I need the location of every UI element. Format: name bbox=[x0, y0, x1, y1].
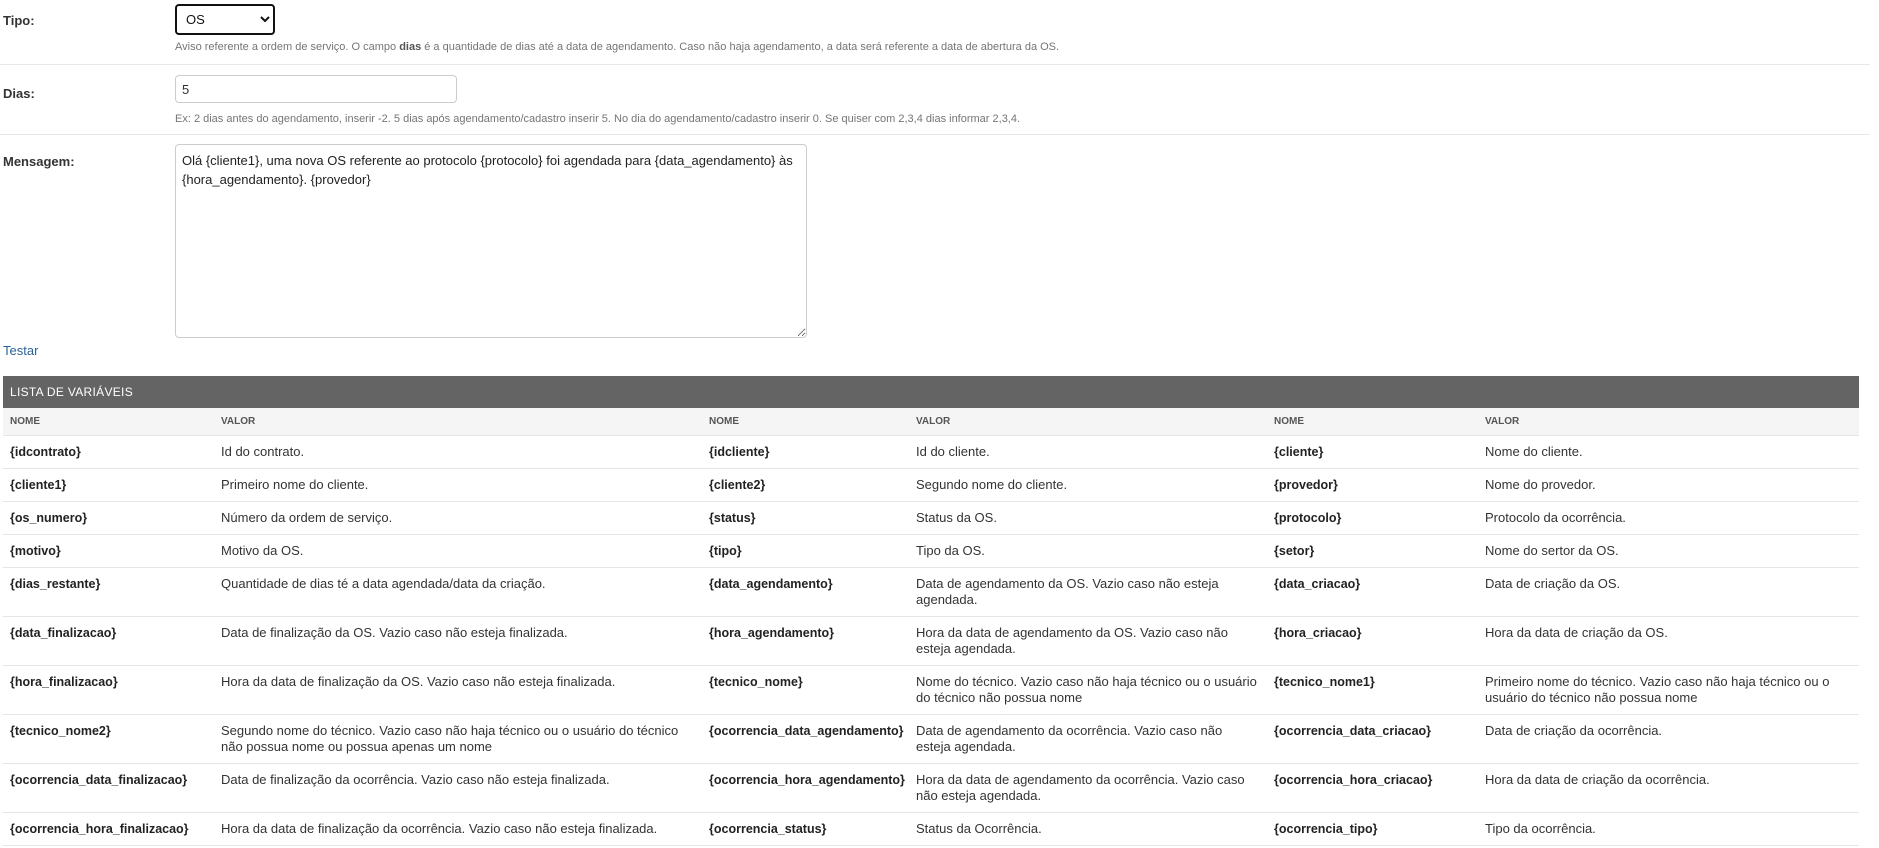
variable-name-cell: {setor} bbox=[1267, 535, 1478, 568]
variable-name-cell: {ocorrencia_hora_finalizacao} bbox=[3, 813, 214, 846]
col-header-valor: VALOR bbox=[214, 408, 702, 436]
variable-value-cell: Tipo da ocorrência. bbox=[1478, 813, 1859, 846]
variable-value-cell: Tipo da OS. bbox=[909, 535, 1267, 568]
variable-value-cell: Nome do sertor da OS. bbox=[1478, 535, 1859, 568]
variable-name-cell: {hora_criacao} bbox=[1267, 617, 1478, 666]
variable-name-cell: {idcliente} bbox=[702, 436, 909, 469]
variable-value-cell: Segundo nome do técnico. Vazio caso não haja técnico ou o usuário do técnico não possua nome ou possua apenas um nome bbox=[214, 715, 702, 764]
variables-table bbox=[3, 408, 1859, 846]
variable-name-cell: {hora_finalizacao} bbox=[3, 666, 214, 715]
variable-value-cell: Protocolo da ocorrência. bbox=[1478, 502, 1859, 535]
variable-name-cell: {ocorrencia_data_criacao} bbox=[1267, 715, 1478, 764]
table-row bbox=[3, 617, 1859, 666]
variable-name-cell: {idcontrato} bbox=[3, 436, 214, 469]
col-header-nome: NOME bbox=[702, 408, 909, 436]
testar-link[interactable]: Testar bbox=[3, 343, 39, 358]
variable-name-cell: {data_agendamento} bbox=[702, 568, 909, 617]
variables-body bbox=[3, 436, 1859, 846]
variable-name-cell: {tecnico_nome1} bbox=[1267, 666, 1478, 715]
variable-name-cell: {cliente1} bbox=[3, 469, 214, 502]
variable-value-cell: Segundo nome do cliente. bbox=[909, 469, 1267, 502]
variable-value-cell: Data de finalização da ocorrência. Vazio caso não esteja finalizada. bbox=[214, 764, 702, 813]
col-header-nome: NOME bbox=[1267, 408, 1478, 436]
table-row bbox=[3, 535, 1859, 568]
variable-name-cell: {ocorrencia_hora_agendamento} bbox=[702, 764, 909, 813]
variables-header-row bbox=[3, 408, 1859, 436]
variable-value-cell: Status da OS. bbox=[909, 502, 1267, 535]
variables-title: LISTA DE VARIÁVEIS bbox=[3, 376, 1859, 408]
variable-value-cell: Id do cliente. bbox=[909, 436, 1267, 469]
variable-name-cell: {hora_agendamento} bbox=[702, 617, 909, 666]
tipo-help-suffix: é a quantidade de dias até a data de agendamento. Caso não haja agendamento, a data será referente a data de abertura da OS. bbox=[421, 41, 1060, 53]
variable-value-cell: Hora da data de agendamento da ocorrência. Vazio caso não esteja agendada. bbox=[909, 764, 1267, 813]
variable-value-cell: Nome do provedor. bbox=[1478, 469, 1859, 502]
tipo-help-bold: dias bbox=[399, 41, 422, 53]
table-row bbox=[3, 568, 1859, 617]
variable-name-cell: {ocorrencia_hora_criacao} bbox=[1267, 764, 1478, 813]
variable-name-cell: {os_numero} bbox=[3, 502, 214, 535]
tipo-help-text bbox=[175, 41, 1059, 53]
table-row bbox=[3, 813, 1859, 846]
tipo-row bbox=[0, 0, 1870, 65]
variable-name-cell: {tecnico_nome} bbox=[702, 666, 909, 715]
dias-label: Dias: bbox=[3, 86, 35, 101]
variable-value-cell: Data de agendamento da ocorrência. Vazio caso não esteja agendada. bbox=[909, 715, 1267, 764]
variable-name-cell: {motivo} bbox=[3, 535, 214, 568]
variable-value-cell: Motivo da OS. bbox=[214, 535, 702, 568]
variable-name-cell: {protocolo} bbox=[1267, 502, 1478, 535]
variable-value-cell: Id do contrato. bbox=[214, 436, 702, 469]
variable-name-cell: {provedor} bbox=[1267, 469, 1478, 502]
variable-name-cell: {cliente} bbox=[1267, 436, 1478, 469]
variable-name-cell: {ocorrencia_status} bbox=[702, 813, 909, 846]
variable-name-cell: {data_criacao} bbox=[1267, 568, 1478, 617]
tipo-select[interactable] bbox=[175, 4, 275, 35]
variable-name-cell: {data_finalizacao} bbox=[3, 617, 214, 666]
variable-value-cell: Primeiro nome do cliente. bbox=[214, 469, 702, 502]
variable-value-cell: Status da Ocorrência. bbox=[909, 813, 1267, 846]
table-row bbox=[3, 502, 1859, 535]
variable-value-cell: Hora da data de finalização da ocorrência. Vazio caso não esteja finalizada. bbox=[214, 813, 702, 846]
mensagem-label: Mensagem: bbox=[3, 154, 75, 169]
mensagem-textarea[interactable] bbox=[175, 144, 807, 338]
variable-value-cell: Hora da data de criação da ocorrência. bbox=[1478, 764, 1859, 813]
col-header-nome: NOME bbox=[3, 408, 214, 436]
col-header-valor: VALOR bbox=[909, 408, 1267, 436]
table-row bbox=[3, 436, 1859, 469]
dias-input[interactable] bbox=[175, 75, 457, 103]
variable-name-cell: {status} bbox=[702, 502, 909, 535]
table-row bbox=[3, 764, 1859, 813]
variable-name-cell: {tecnico_nome2} bbox=[3, 715, 214, 764]
variable-value-cell: Nome do cliente. bbox=[1478, 436, 1859, 469]
variable-name-cell: {ocorrencia_data_agendamento} bbox=[702, 715, 909, 764]
dias-help-text: Ex: 2 dias antes do agendamento, inserir -2. 5 dias após agendamento/cadastro inserir 5. No dia do agendamento/cadastro inserir 0. Se quiser com 2,3,4 dias informar 2,3,4. bbox=[175, 113, 1021, 125]
table-row bbox=[3, 666, 1859, 715]
variable-name-cell: {ocorrencia_tipo} bbox=[1267, 813, 1478, 846]
col-header-valor: VALOR bbox=[1478, 408, 1859, 436]
variable-value-cell: Hora da data de criação da OS. bbox=[1478, 617, 1859, 666]
variable-value-cell: Data de criação da ocorrência. bbox=[1478, 715, 1859, 764]
variable-name-cell: {dias_restante} bbox=[3, 568, 214, 617]
variable-value-cell: Data de finalização da OS. Vazio caso não esteja finalizada. bbox=[214, 617, 702, 666]
variable-value-cell: Primeiro nome do técnico. Vazio caso não haja técnico ou o usuário do técnico não possua nome bbox=[1478, 666, 1859, 715]
variable-name-cell: {tipo} bbox=[702, 535, 909, 568]
table-row bbox=[3, 715, 1859, 764]
variable-value-cell: Quantidade de dias té a data agendada/data da criação. bbox=[214, 568, 702, 617]
variable-value-cell: Hora da data de finalização da OS. Vazio caso não esteja finalizada. bbox=[214, 666, 702, 715]
tipo-label: Tipo: bbox=[3, 13, 35, 28]
variable-value-cell: Data de agendamento da OS. Vazio caso não esteja agendada. bbox=[909, 568, 1267, 617]
table-row bbox=[3, 469, 1859, 502]
notification-form bbox=[0, 0, 1879, 358]
variable-name-cell: {cliente2} bbox=[702, 469, 909, 502]
variable-value-cell: Nome do técnico. Vazio caso não haja técnico ou o usuário do técnico não possua nome bbox=[909, 666, 1267, 715]
variable-value-cell: Hora da data de agendamento da OS. Vazio caso não esteja agendada. bbox=[909, 617, 1267, 666]
variable-name-cell: {ocorrencia_data_finalizacao} bbox=[3, 764, 214, 813]
variable-value-cell: Data de criação da OS. bbox=[1478, 568, 1859, 617]
variable-value-cell: Número da ordem de serviço. bbox=[214, 502, 702, 535]
tipo-help-prefix: Aviso referente a ordem de serviço. O campo bbox=[175, 41, 400, 53]
